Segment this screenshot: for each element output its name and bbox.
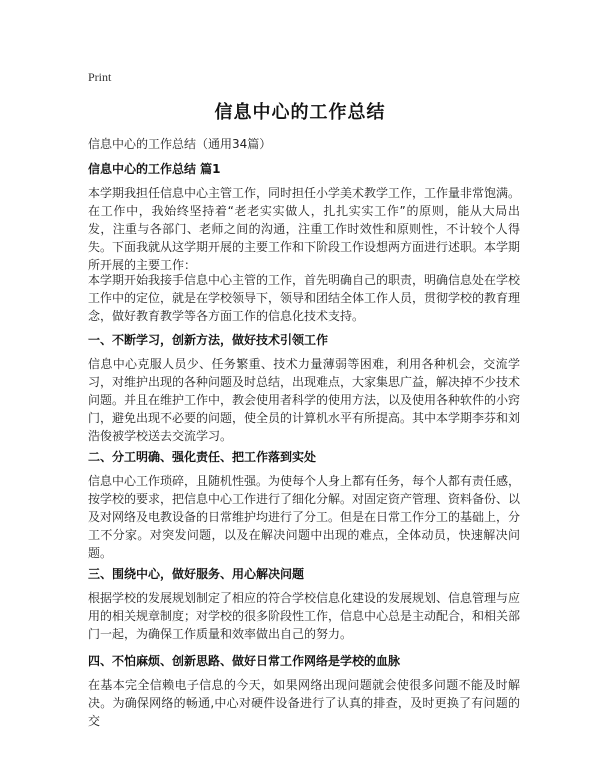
body-paragraph-4: 在基本完全信赖电子信息的今天，如果网络出现问题就会使很多问题不能及时解决。为确保网络的畅通,中心对硬件设备进行了认真的排查，及时更换了有问题的交 [88, 678, 520, 728]
subheading-3: 三、围绕中心，做好服务、用心解决问题 [88, 567, 305, 581]
body-paragraph-2: 信息中心工作琐碎，且随机性强。为使每个人身上都有任务，每个人都有责任感，按学校的要求，把信息中心工作进行了细化分解。对固定资产管理、资料备份、以及对网络及电教设备的日常维护均进行了分工。但是在日常工作分工的基础上，分工不分家。对突发问题，以及在解决问题中出现的难点，全体动员，快速解决问题。 [88, 474, 521, 560]
subheading-2: 二、分工明确、强化责任、把工作落到实处 [88, 450, 317, 464]
subheading-1: 一、不断学习，创新方法，做好技术引领工作 [88, 333, 329, 347]
intro-paragraph-2: 本学期开始我接手信息中心主管的工作，首先明确自己的职责，明确信息处在学校工作中的定位，就是在学校领导下，领导和团结全体工作人员，贯彻学校的教育理念，做好教育教学等各方面工作的信息化技术支持。 [88, 273, 521, 323]
section-heading: 信息中心的工作总结 篇1 [88, 162, 221, 176]
document-subtitle: 信息中心的工作总结（通用34篇） [88, 137, 272, 151]
body-paragraph-1: 信息中心克服人员少、任务繁重、技术力量薄弱等困难，利用各种机会，交流学习，对维护出现的各种问题及时总结，出现难点，大家集思广益，解决掉不少技术问题。并且在维护工作中，教会使用者科学的使用方法，以及使用各种软件的小窍门，避免出现不必要的问题，使全员的计算机水平有所提高。其中本学期李芬和刘浩俊被学校送去交流学习。 [88, 357, 521, 443]
print-label[interactable]: Print [88, 70, 112, 84]
intro-paragraph: 本学期我担任信息中心主管工作，同时担任小学美术教学工作，工作量非常饱满。在工作中，我始终坚持着“老老实实做人，扎扎实实工作”的原则，能从大局出发，注重与各部门、老师之间的沟通，注重工作时效性和原则性，不计较个人得失。下面我就从这学期开展的主要工作和下阶段工作设想两方面进行述职。本学期所开展的主要工作： [88, 186, 521, 272]
subheading-4: 四、不怕麻烦、创新思路、做好日常工作网络是学校的血脉 [88, 654, 401, 668]
document-title: 信息中心的工作总结 [214, 102, 386, 123]
body-paragraph-3: 根据学校的发展规划制定了相应的符合学校信息化建设的发展规划、信息管理与应用的相关规章制度；对学校的很多阶段性工作，信息中心总是主动配合，和相关部门一起，为确保工作质量和效率做出自己的努力。 [88, 591, 521, 641]
